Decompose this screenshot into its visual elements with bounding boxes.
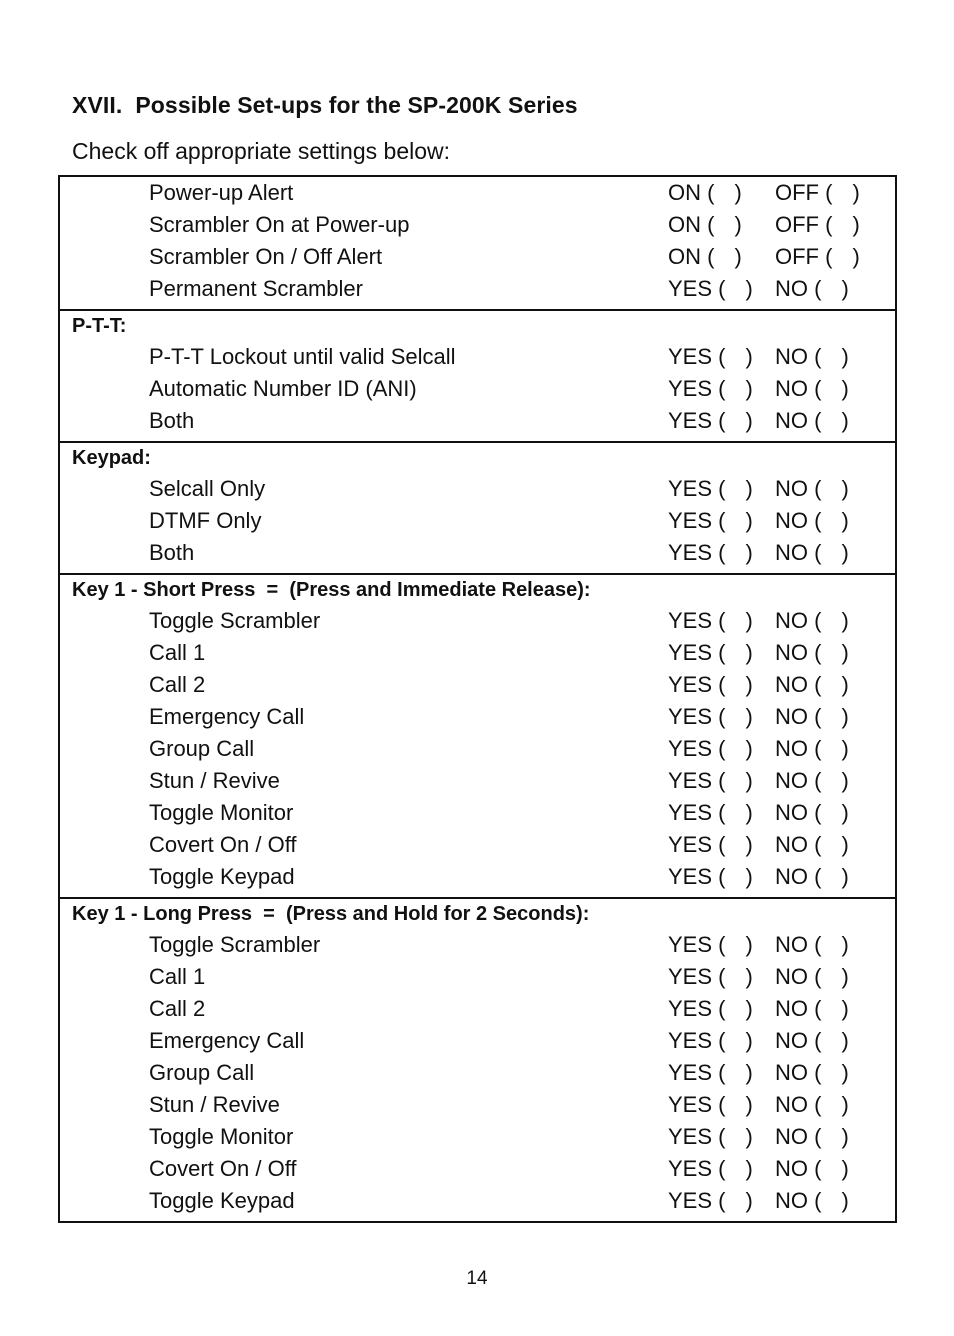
option-checkbox[interactable] — [668, 993, 753, 1025]
setting-label: Group Call — [149, 1060, 255, 1085]
option-label: ON — [668, 180, 701, 205]
checkbox-open-paren: ( — [819, 212, 833, 237]
option-label: OFF — [775, 212, 819, 237]
option-checkbox[interactable] — [775, 797, 849, 829]
checkbox-close-paren: ) — [841, 704, 849, 729]
checkbox-close-paren: ) — [745, 476, 753, 501]
setting-row — [60, 373, 895, 405]
checkbox-close-paren: ) — [745, 736, 753, 761]
checkbox-open-paren: ( — [712, 864, 726, 889]
option-label: NO — [775, 704, 808, 729]
section-heading: P-T-T: — [72, 315, 127, 337]
option-label: NO — [775, 1188, 808, 1213]
section-rows — [60, 473, 895, 569]
option-label: NO — [775, 1156, 808, 1181]
setting-row — [60, 797, 895, 829]
checkbox-close-paren: ) — [841, 540, 849, 565]
setting-label: Call 1 — [149, 640, 206, 665]
setting-label: Call 2 — [149, 996, 206, 1021]
setting-row — [60, 1089, 895, 1121]
option-label: NO — [775, 1060, 808, 1085]
section-rows — [60, 605, 895, 893]
checkbox-open-paren: ( — [712, 408, 726, 433]
checkbox-open-paren: ( — [712, 704, 726, 729]
option-checkbox[interactable] — [775, 1089, 849, 1121]
setting-row — [60, 765, 895, 797]
option-label: YES — [668, 964, 713, 989]
checkbox-close-paren: ) — [841, 276, 849, 301]
option-label: YES — [668, 1156, 713, 1181]
checkbox-close-paren: ) — [745, 864, 753, 889]
option-label: NO — [775, 276, 808, 301]
setting-row — [60, 1057, 895, 1089]
option-checkbox[interactable] — [775, 1153, 849, 1185]
option-checkbox[interactable] — [775, 605, 849, 637]
setting-row — [60, 605, 895, 637]
checkbox-close-paren: ) — [841, 408, 849, 433]
checkbox-open-paren: ( — [808, 508, 822, 533]
setting-row — [60, 1153, 895, 1185]
option-checkbox[interactable] — [775, 405, 849, 437]
setting-row — [60, 405, 895, 437]
option-checkbox[interactable] — [668, 473, 753, 505]
checkbox-open-paren: ( — [712, 800, 726, 825]
setting-label: Covert On / Off — [149, 1156, 297, 1181]
option-checkbox[interactable] — [668, 701, 753, 733]
checkbox-open-paren: ( — [712, 640, 726, 665]
checkbox-open-paren: ( — [701, 244, 715, 269]
setting-row — [60, 701, 895, 733]
page-title: XVII. Possible Set-ups for the SP-200K Series — [72, 92, 578, 118]
setting-label: Toggle Keypad — [149, 864, 295, 889]
setting-row — [60, 1185, 895, 1217]
checkbox-open-paren: ( — [808, 344, 822, 369]
option-label: NO — [775, 996, 808, 1021]
checkbox-close-paren: ) — [745, 1124, 753, 1149]
checkbox-close-paren: ) — [841, 736, 849, 761]
option-checkbox[interactable] — [668, 861, 753, 893]
setting-label: Stun / Revive — [149, 1092, 280, 1117]
setting-row — [60, 177, 895, 209]
setting-row — [60, 1025, 895, 1057]
checkbox-open-paren: ( — [712, 832, 726, 857]
option-label: YES — [668, 540, 713, 565]
checkbox-close-paren: ) — [745, 932, 753, 957]
setting-label: Automatic Number ID (ANI) — [149, 376, 417, 401]
option-label: YES — [668, 996, 713, 1021]
option-checkbox[interactable] — [775, 829, 849, 861]
option-label: YES — [668, 672, 713, 697]
option-checkbox[interactable] — [668, 273, 753, 305]
checkbox-close-paren: ) — [841, 832, 849, 857]
checkbox-close-paren: ) — [841, 640, 849, 665]
option-label: NO — [775, 1092, 808, 1117]
setting-row — [60, 961, 895, 993]
setting-label: Permanent Scrambler — [149, 276, 363, 301]
option-checkbox[interactable] — [775, 1185, 849, 1217]
section-heading: Key 1 - Long Press = (Press and Hold for 2 Seconds): — [72, 903, 590, 925]
option-checkbox[interactable] — [775, 473, 849, 505]
checkbox-open-paren: ( — [808, 476, 822, 501]
checkbox-open-paren: ( — [712, 508, 726, 533]
settings-section — [60, 177, 895, 309]
checkbox-open-paren: ( — [808, 1028, 822, 1053]
option-label: YES — [668, 1188, 713, 1213]
checkbox-close-paren: ) — [745, 704, 753, 729]
option-label: YES — [668, 736, 713, 761]
checkbox-close-paren: ) — [841, 932, 849, 957]
option-label: YES — [668, 276, 713, 301]
setting-row — [60, 637, 895, 669]
setting-label: DTMF Only — [149, 508, 262, 533]
option-label: YES — [668, 704, 713, 729]
option-checkbox[interactable] — [668, 637, 753, 669]
option-checkbox[interactable] — [775, 341, 849, 373]
checkbox-close-paren: ) — [745, 540, 753, 565]
checkbox-open-paren: ( — [808, 608, 822, 633]
checkbox-open-paren: ( — [712, 1124, 726, 1149]
option-checkbox[interactable] — [668, 669, 753, 701]
checkbox-close-paren: ) — [745, 344, 753, 369]
option-checkbox[interactable] — [668, 1121, 753, 1153]
checkbox-close-paren: ) — [745, 832, 753, 857]
option-label: NO — [775, 736, 808, 761]
checkbox-open-paren: ( — [712, 996, 726, 1021]
option-checkbox[interactable] — [668, 241, 742, 273]
option-label: YES — [668, 408, 713, 433]
setting-row — [60, 733, 895, 765]
setting-row — [60, 473, 895, 505]
setting-label: Toggle Keypad — [149, 1188, 295, 1213]
checkbox-close-paren: ) — [734, 212, 742, 237]
option-checkbox[interactable] — [668, 1057, 753, 1089]
option-label: OFF — [775, 244, 819, 269]
section-heading: Keypad: — [72, 447, 151, 469]
option-checkbox[interactable] — [668, 929, 753, 961]
checkbox-close-paren: ) — [745, 1188, 753, 1213]
option-checkbox[interactable] — [775, 209, 860, 241]
option-checkbox[interactable] — [775, 537, 849, 569]
checkbox-close-paren: ) — [841, 1124, 849, 1149]
setting-label: Selcall Only — [149, 476, 266, 501]
option-checkbox[interactable] — [775, 373, 849, 405]
setting-row — [60, 669, 895, 701]
setting-label: P-T-T Lockout until valid Selcall — [149, 344, 456, 369]
option-checkbox[interactable] — [668, 733, 753, 765]
checkbox-open-paren: ( — [808, 1124, 822, 1149]
option-label: NO — [775, 800, 808, 825]
option-checkbox[interactable] — [775, 505, 849, 537]
option-label: ON — [668, 244, 701, 269]
option-label: NO — [775, 1124, 808, 1149]
option-label: NO — [775, 508, 808, 533]
option-label: NO — [775, 672, 808, 697]
setting-label: Power-up Alert — [149, 180, 294, 205]
setting-label: Emergency Call — [149, 1028, 305, 1053]
option-checkbox[interactable] — [775, 765, 849, 797]
checkbox-open-paren: ( — [808, 640, 822, 665]
setting-row — [60, 829, 895, 861]
option-checkbox[interactable] — [668, 341, 753, 373]
checkbox-open-paren: ( — [808, 768, 822, 793]
option-label: YES — [668, 832, 713, 857]
checkbox-close-paren: ) — [841, 800, 849, 825]
checkbox-close-paren: ) — [852, 244, 860, 269]
checkbox-close-paren: ) — [841, 996, 849, 1021]
setting-label: Toggle Scrambler — [149, 608, 321, 633]
option-label: NO — [775, 640, 808, 665]
checkbox-open-paren: ( — [712, 1028, 726, 1053]
option-label: OFF — [775, 180, 819, 205]
section-heading: Key 1 - Short Press = (Press and Immediate Release): — [72, 579, 591, 601]
setting-label: Covert On / Off — [149, 832, 297, 857]
checkbox-close-paren: ) — [841, 476, 849, 501]
option-label: YES — [668, 1028, 713, 1053]
checkbox-close-paren: ) — [745, 1156, 753, 1181]
checkbox-open-paren: ( — [712, 1092, 726, 1117]
checkbox-close-paren: ) — [745, 376, 753, 401]
checkbox-open-paren: ( — [712, 276, 726, 301]
option-checkbox[interactable] — [775, 993, 849, 1025]
checkbox-close-paren: ) — [745, 768, 753, 793]
settings-section — [60, 441, 895, 573]
setting-row — [60, 241, 895, 273]
checkbox-open-paren: ( — [712, 476, 726, 501]
option-label: YES — [668, 1060, 713, 1085]
option-checkbox[interactable] — [775, 733, 849, 765]
checkbox-open-paren: ( — [808, 1188, 822, 1213]
section-rows — [60, 177, 895, 305]
checkbox-open-paren: ( — [808, 832, 822, 857]
settings-section — [60, 573, 895, 897]
setting-row — [60, 1121, 895, 1153]
option-checkbox[interactable] — [668, 373, 753, 405]
option-label: YES — [668, 508, 713, 533]
checkbox-close-paren: ) — [841, 1156, 849, 1181]
option-checkbox[interactable] — [775, 177, 860, 209]
option-checkbox[interactable] — [668, 1153, 753, 1185]
setting-row — [60, 993, 895, 1025]
setting-label: Stun / Revive — [149, 768, 280, 793]
checkbox-close-paren: ) — [745, 276, 753, 301]
setting-label: Both — [149, 408, 195, 433]
checkbox-close-paren: ) — [841, 1028, 849, 1053]
page-intro: Check off appropriate settings below: — [72, 138, 451, 164]
checkbox-open-paren: ( — [701, 180, 715, 205]
settings-section — [60, 309, 895, 441]
option-label: NO — [775, 476, 808, 501]
checkbox-open-paren: ( — [808, 704, 822, 729]
checkbox-close-paren: ) — [841, 672, 849, 697]
checkbox-open-paren: ( — [808, 1092, 822, 1117]
option-label: YES — [668, 1092, 713, 1117]
section-rows — [60, 341, 895, 437]
checkbox-open-paren: ( — [808, 276, 822, 301]
checkbox-open-paren: ( — [808, 1156, 822, 1181]
checkbox-open-paren: ( — [712, 1188, 726, 1213]
checkbox-open-paren: ( — [819, 244, 833, 269]
option-checkbox[interactable] — [668, 765, 753, 797]
checkbox-close-paren: ) — [841, 344, 849, 369]
checkbox-open-paren: ( — [712, 376, 726, 401]
option-label: NO — [775, 408, 808, 433]
option-label: YES — [668, 800, 713, 825]
checkbox-close-paren: ) — [841, 768, 849, 793]
checkbox-close-paren: ) — [745, 1060, 753, 1085]
option-label: NO — [775, 964, 808, 989]
checkbox-close-paren: ) — [745, 640, 753, 665]
option-checkbox[interactable] — [668, 405, 753, 437]
option-label: ON — [668, 212, 701, 237]
checkbox-open-paren: ( — [701, 212, 715, 237]
option-label: NO — [775, 608, 808, 633]
checkbox-open-paren: ( — [808, 996, 822, 1021]
checkbox-close-paren: ) — [745, 800, 753, 825]
checkbox-open-paren: ( — [819, 180, 833, 205]
setting-label: Call 1 — [149, 964, 206, 989]
option-label: YES — [668, 476, 713, 501]
checkbox-close-paren: ) — [745, 1028, 753, 1053]
option-checkbox[interactable] — [775, 929, 849, 961]
option-checkbox[interactable] — [775, 669, 849, 701]
option-label: NO — [775, 864, 808, 889]
checkbox-close-paren: ) — [734, 180, 742, 205]
checkbox-open-paren: ( — [808, 800, 822, 825]
setting-label: Both — [149, 540, 195, 565]
checkbox-close-paren: ) — [745, 608, 753, 633]
settings-table — [58, 175, 897, 1223]
checkbox-close-paren: ) — [745, 964, 753, 989]
option-checkbox[interactable] — [775, 637, 849, 669]
setting-row — [60, 929, 895, 961]
checkbox-close-paren: ) — [841, 376, 849, 401]
checkbox-open-paren: ( — [808, 932, 822, 957]
checkbox-open-paren: ( — [808, 408, 822, 433]
option-checkbox[interactable] — [775, 861, 849, 893]
setting-row — [60, 273, 895, 305]
setting-label: Toggle Monitor — [149, 800, 294, 825]
setting-row — [60, 537, 895, 569]
option-checkbox[interactable] — [668, 605, 753, 637]
checkbox-close-paren: ) — [852, 180, 860, 205]
option-label: NO — [775, 932, 808, 957]
option-label: YES — [668, 1124, 713, 1149]
checkbox-open-paren: ( — [712, 1156, 726, 1181]
option-checkbox[interactable] — [668, 537, 753, 569]
option-checkbox[interactable] — [668, 177, 742, 209]
checkbox-open-paren: ( — [712, 964, 726, 989]
option-checkbox[interactable] — [668, 829, 753, 861]
setting-row — [60, 341, 895, 373]
option-checkbox[interactable] — [775, 241, 860, 273]
checkbox-open-paren: ( — [808, 1060, 822, 1085]
option-checkbox[interactable] — [775, 273, 849, 305]
option-checkbox[interactable] — [668, 797, 753, 829]
option-label: YES — [668, 376, 713, 401]
option-checkbox[interactable] — [775, 701, 849, 733]
setting-label: Group Call — [149, 736, 255, 761]
option-checkbox[interactable] — [775, 1121, 849, 1153]
option-checkbox[interactable] — [775, 961, 849, 993]
option-label: YES — [668, 932, 713, 957]
checkbox-open-paren: ( — [808, 376, 822, 401]
checkbox-close-paren: ) — [841, 1060, 849, 1085]
checkbox-open-paren: ( — [808, 864, 822, 889]
checkbox-close-paren: ) — [841, 508, 849, 533]
checkbox-open-paren: ( — [808, 672, 822, 697]
checkbox-open-paren: ( — [712, 672, 726, 697]
option-label: NO — [775, 376, 808, 401]
setting-row — [60, 209, 895, 241]
checkbox-close-paren: ) — [734, 244, 742, 269]
checkbox-open-paren: ( — [712, 736, 726, 761]
checkbox-close-paren: ) — [745, 508, 753, 533]
checkbox-close-paren: ) — [841, 608, 849, 633]
option-label: YES — [668, 768, 713, 793]
option-checkbox[interactable] — [668, 1025, 753, 1057]
checkbox-close-paren: ) — [841, 1092, 849, 1117]
checkbox-close-paren: ) — [745, 672, 753, 697]
option-label: YES — [668, 608, 713, 633]
setting-row — [60, 505, 895, 537]
settings-section — [60, 897, 895, 1221]
checkbox-open-paren: ( — [808, 736, 822, 761]
checkbox-open-paren: ( — [712, 344, 726, 369]
option-label: NO — [775, 1028, 808, 1053]
option-label: YES — [668, 640, 713, 665]
option-label: YES — [668, 864, 713, 889]
setting-label: Scrambler On / Off Alert — [149, 244, 383, 269]
page-number: 14 — [466, 1268, 488, 1289]
checkbox-close-paren: ) — [745, 408, 753, 433]
option-checkbox[interactable] — [775, 1025, 849, 1057]
checkbox-close-paren: ) — [745, 1092, 753, 1117]
checkbox-close-paren: ) — [841, 964, 849, 989]
option-label: NO — [775, 832, 808, 857]
section-rows — [60, 929, 895, 1217]
checkbox-close-paren: ) — [852, 212, 860, 237]
checkbox-open-paren: ( — [712, 608, 726, 633]
option-checkbox[interactable] — [668, 1089, 753, 1121]
option-checkbox[interactable] — [668, 961, 753, 993]
option-label: NO — [775, 540, 808, 565]
checkbox-close-paren: ) — [841, 864, 849, 889]
setting-label: Emergency Call — [149, 704, 305, 729]
option-label: YES — [668, 344, 713, 369]
checkbox-open-paren: ( — [712, 768, 726, 793]
checkbox-open-paren: ( — [712, 1060, 726, 1085]
setting-label: Call 2 — [149, 672, 206, 697]
setting-label: Toggle Monitor — [149, 1124, 294, 1149]
option-checkbox[interactable] — [668, 505, 753, 537]
checkbox-open-paren: ( — [712, 540, 726, 565]
checkbox-close-paren: ) — [841, 1188, 849, 1213]
checkbox-open-paren: ( — [712, 932, 726, 957]
checkbox-open-paren: ( — [808, 964, 822, 989]
option-label: NO — [775, 344, 808, 369]
option-checkbox[interactable] — [668, 209, 742, 241]
option-label: NO — [775, 768, 808, 793]
option-checkbox[interactable] — [775, 1057, 849, 1089]
setting-row — [60, 861, 895, 893]
setting-label: Scrambler On at Power-up — [149, 212, 410, 237]
checkbox-close-paren: ) — [745, 996, 753, 1021]
checkbox-open-paren: ( — [808, 540, 822, 565]
option-checkbox[interactable] — [668, 1185, 753, 1217]
setting-label: Toggle Scrambler — [149, 932, 321, 957]
